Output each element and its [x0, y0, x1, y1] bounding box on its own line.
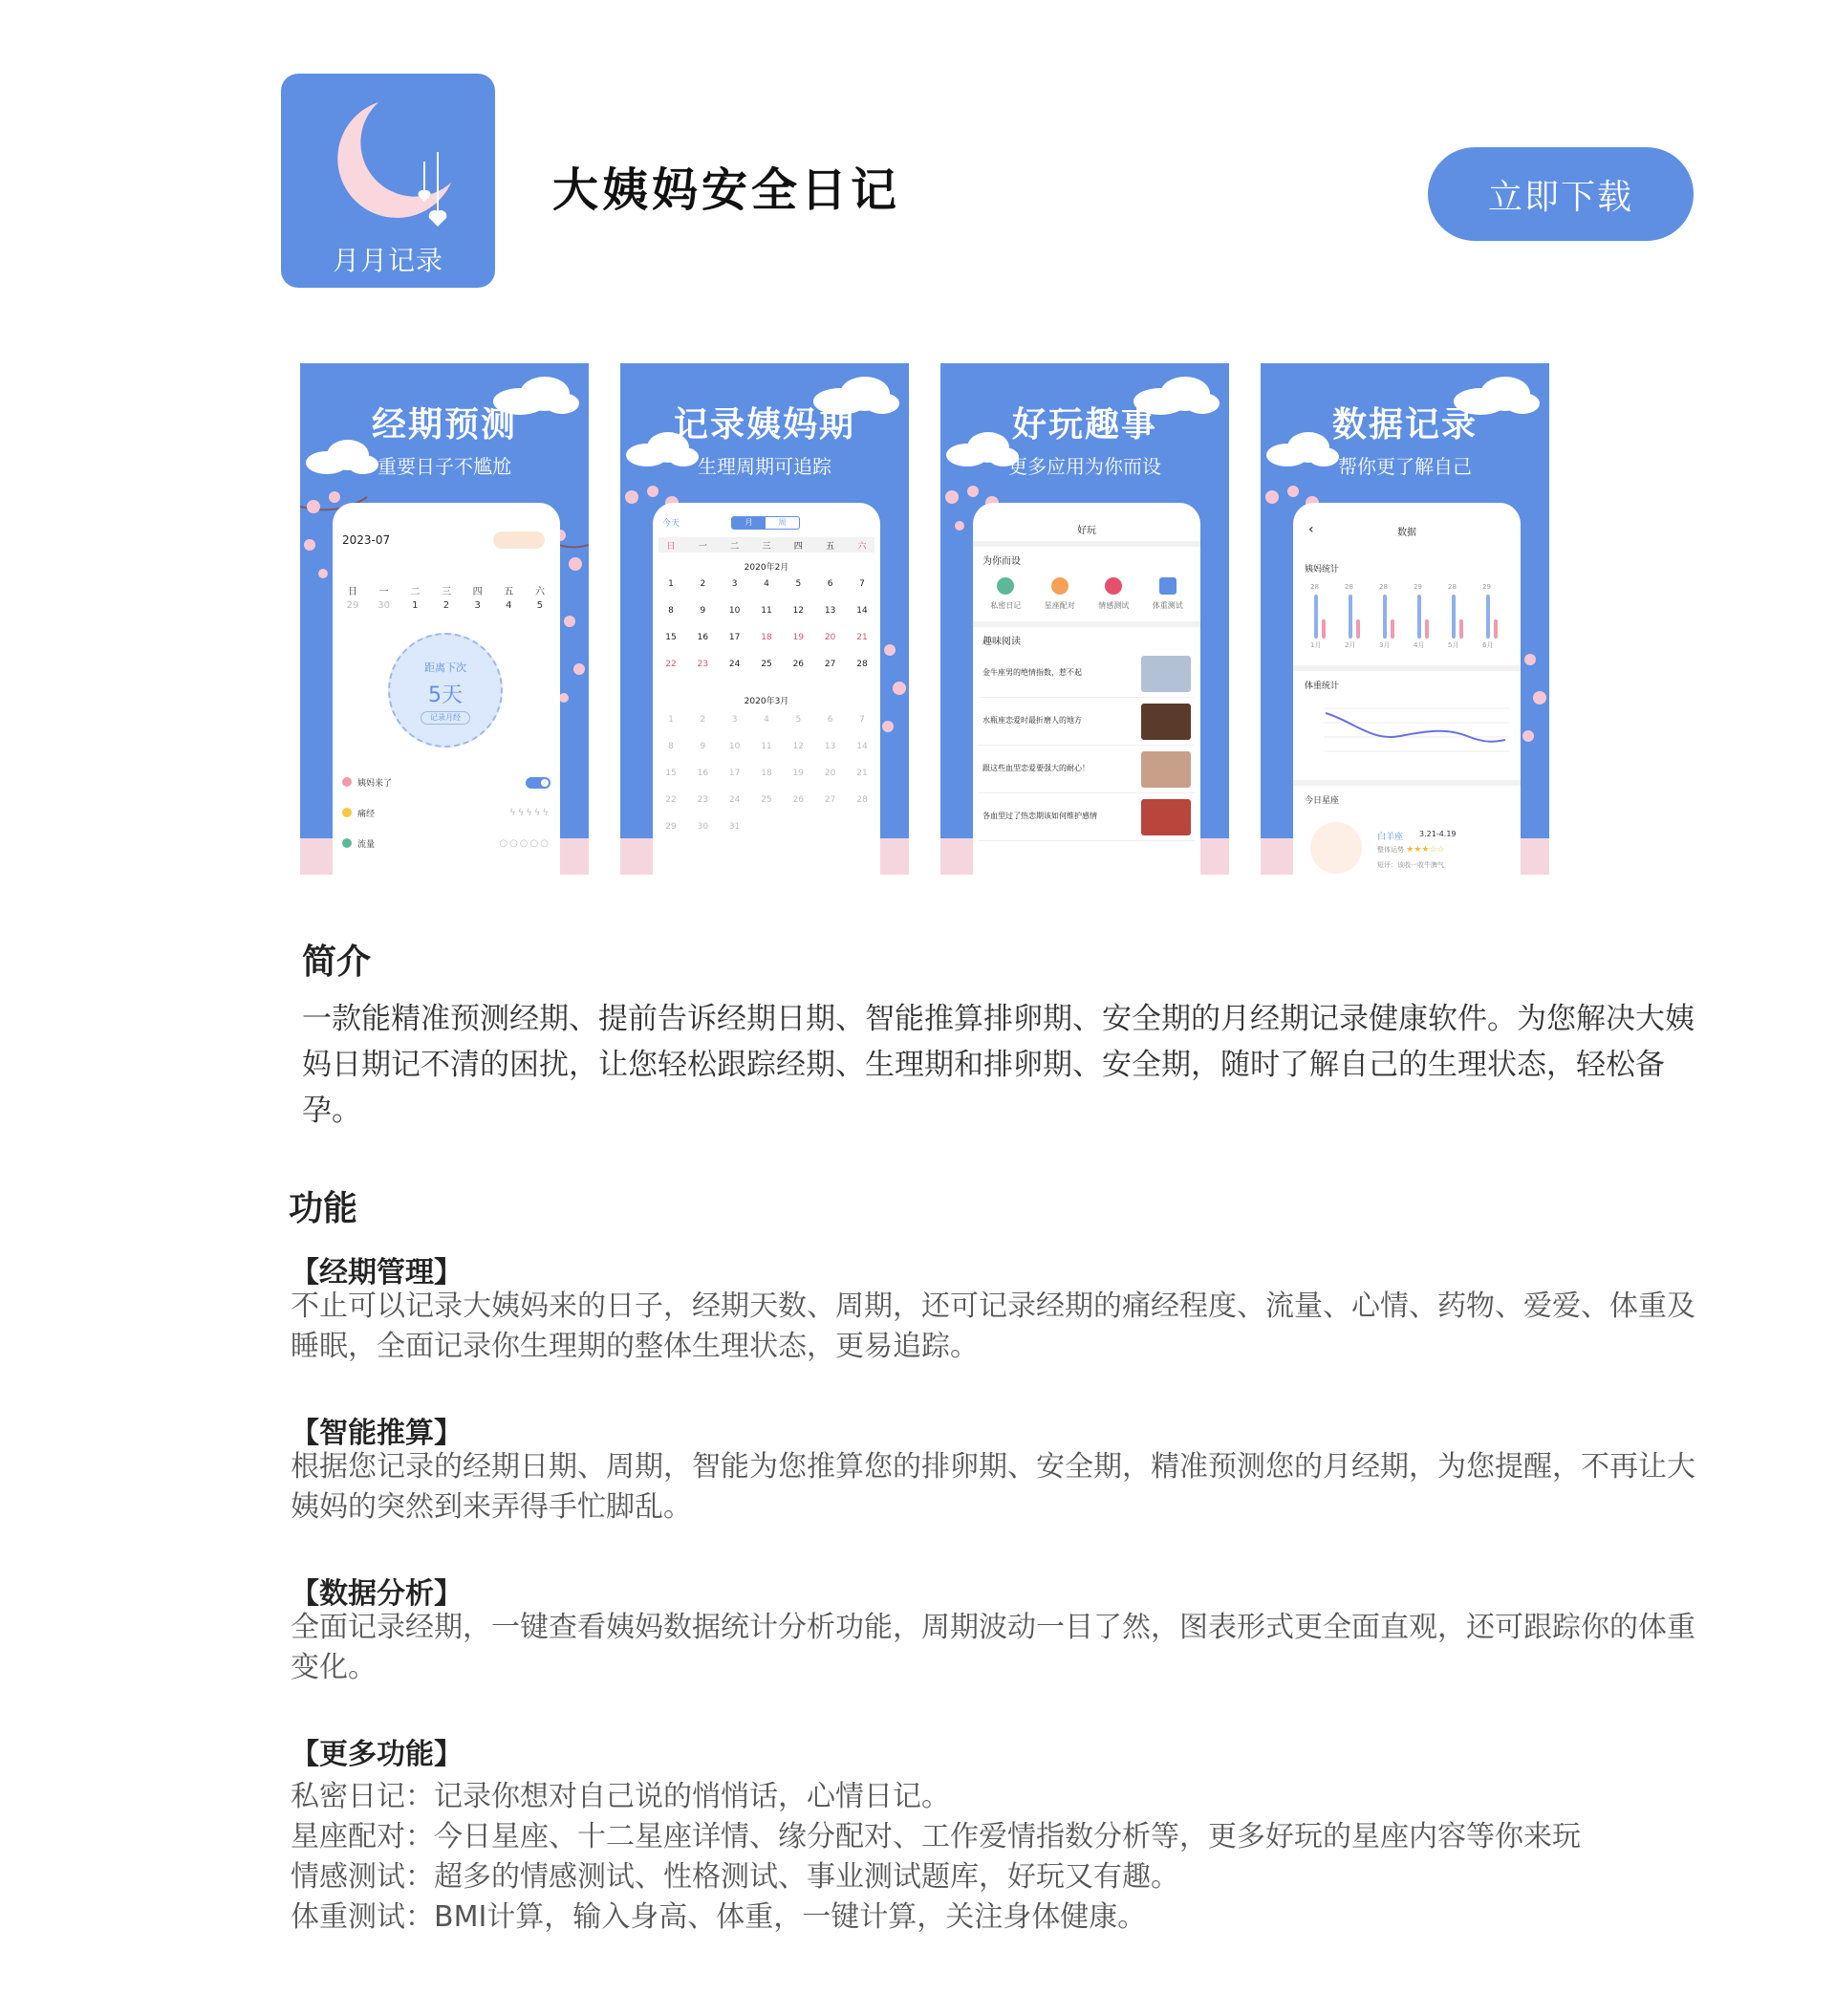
intro-heading: 简介	[302, 943, 372, 982]
more-line-emotion: 情感测试：超多的情感测试、性格测试、事业测试题库，好玩又有趣。	[291, 1860, 1179, 1894]
calendar-day[interactable]: 21	[856, 769, 868, 778]
calendar-day[interactable]: 28	[856, 660, 868, 669]
card-title: 记录姨妈期	[673, 405, 855, 444]
scale-icon	[1159, 577, 1177, 595]
star-rating: ★★★☆☆	[1406, 845, 1445, 855]
calendar-day[interactable]: 27	[824, 795, 836, 805]
calendar-week-row	[658, 715, 874, 742]
bar-value-label: 28	[1310, 583, 1319, 591]
date-row: 29 30 1 2 3 4 5	[346, 600, 544, 611]
bar-value-label: 28	[1448, 583, 1457, 591]
feature-text-smart-calculation: 根据您记录的经期日期、周期，智能为您推算您的排卵期、安全期，精准预测您的月经期，为您提醒，不再让大姨妈的突然到来弄得手忙脚乱。	[291, 1450, 1695, 1524]
calendar-week-row	[658, 633, 874, 660]
card-title: 好玩趣事	[1011, 405, 1157, 444]
calendar-day[interactable]: 20	[824, 769, 836, 778]
calendar-day[interactable]: 8	[668, 742, 674, 751]
calendar-day[interactable]: 18	[761, 633, 772, 642]
bar-value-label: 29	[1482, 583, 1491, 591]
calendar-day[interactable]: 9	[700, 742, 706, 751]
calendar-day[interactable]: 8	[668, 606, 674, 616]
month-label: 3月	[1379, 641, 1391, 649]
lightning-icon	[342, 808, 352, 817]
calendar-day[interactable]: 11	[761, 742, 772, 751]
calendar-day[interactable]: 23	[697, 660, 709, 669]
calendar-day[interactable]: 26	[792, 660, 805, 669]
month-label: 2月	[1345, 641, 1356, 649]
phone-mockup	[653, 503, 880, 875]
article-item[interactable]: 金牛座男的绝情指数，惹不起	[979, 650, 1195, 698]
bar-group	[1310, 583, 1331, 650]
zodiac-icon	[1051, 577, 1069, 595]
heart-icon	[1105, 577, 1122, 595]
calendar-day[interactable]: 3	[731, 715, 738, 725]
cycle-bar	[1314, 595, 1318, 639]
screenshot-card-period-prediction[interactable]	[300, 363, 589, 875]
calendar-week-row	[658, 579, 874, 606]
calendar-day	[786, 822, 810, 849]
calendar-day[interactable]: 14	[856, 742, 868, 751]
card-subtitle: 更多应用为你而设	[1008, 455, 1161, 478]
calendar-day[interactable]: 6	[827, 579, 833, 589]
calendar-day[interactable]: 13	[824, 606, 836, 616]
calendar-week-row	[658, 606, 874, 633]
bar-group	[1414, 583, 1435, 650]
download-button[interactable]: 立即下载	[1428, 147, 1694, 241]
screenshot-card-data-record[interactable]	[1261, 363, 1549, 875]
calendar-day[interactable]: 24	[728, 660, 741, 669]
bar-value-label: 28	[1379, 583, 1388, 591]
feature-title-more: 【更多功能】	[291, 1738, 463, 1771]
card-subtitle: 重要日子不尴尬	[378, 455, 511, 478]
calendar-day[interactable]: 1	[668, 715, 674, 725]
month-label: 4月	[1414, 641, 1425, 649]
calendar-day	[818, 822, 843, 849]
today-button[interactable]: 今天	[662, 519, 680, 529]
calendar-day[interactable]: 9	[700, 606, 706, 616]
calendar-day[interactable]: 12	[792, 742, 805, 751]
phone-mockup	[333, 503, 560, 875]
diary-icon	[997, 577, 1014, 595]
drop-icon	[342, 838, 352, 848]
phone-mockup	[1293, 503, 1521, 875]
section-title: 今日星座	[1305, 796, 1340, 806]
month-label-feb: 2020年2月	[744, 563, 789, 573]
screenshot-gallery	[300, 363, 1554, 875]
calendar-week-row	[658, 795, 874, 822]
article-thumbnail	[1141, 799, 1191, 835]
weight-line-chart	[1305, 704, 1509, 761]
calendar-day[interactable]: 17	[728, 769, 741, 778]
more-line-diary: 私密日记：记录你想对自己说的悄悄话，心情日记。	[291, 1780, 950, 1813]
month-label: 5月	[1448, 641, 1459, 649]
calendar-day[interactable]: 27	[824, 660, 836, 669]
more-line-weight: 体重测试：BMI计算，输入身高、体重，一键计算，关注身体健康。	[291, 1900, 1147, 1934]
weekday-header: 日 一 二 三 四 五 六	[658, 537, 874, 553]
countdown-label: 距离下次	[424, 661, 466, 674]
moon-icon	[329, 95, 463, 228]
feature-apps	[979, 577, 1195, 611]
zodiac-name: 白羊座	[1377, 833, 1404, 842]
calendar-day[interactable]: 29	[665, 822, 677, 832]
card-title: 经期预测	[371, 405, 517, 444]
section-title: 体重统计	[1305, 682, 1340, 691]
calendar-day[interactable]: 16	[697, 633, 709, 642]
period-toggle[interactable]	[526, 777, 550, 789]
calendar-day[interactable]: 17	[728, 633, 741, 642]
calendar-day[interactable]: 15	[665, 769, 677, 778]
calendar-day[interactable]: 12	[792, 606, 805, 616]
view-tabs	[731, 516, 800, 530]
row-flow: 流量 ○○○○○	[342, 832, 550, 855]
calendar-day[interactable]: 4	[764, 579, 769, 589]
calendar-day[interactable]: 20	[824, 633, 836, 642]
flow-levels[interactable]: ○○○○○	[499, 837, 550, 849]
feature-title-data-analysis: 【数据分析】	[291, 1577, 463, 1611]
calendar-day[interactable]: 25	[761, 795, 772, 805]
calendar-week-row	[658, 769, 874, 795]
month-label: 6月	[1482, 641, 1494, 649]
calendar-day[interactable]: 19	[792, 769, 805, 778]
calendar-day[interactable]: 18	[761, 769, 772, 778]
feature-text-data-analysis: 全面记录经期，一键查看姨妈数据统计分析功能，周期波动一目了然，图表形式更全面直观，还可跟踪你的体重变化。	[291, 1611, 1695, 1684]
article-item[interactable]: 跟这些血型恋爱要强大的耐心！	[979, 746, 1195, 793]
more-line-zodiac: 星座配对：今日星座、十二星座详情、缘分配对、工作爱情指数分析等，更多好玩的星座内容等你来玩	[291, 1820, 1581, 1853]
screen-header: 数据	[1397, 528, 1416, 538]
calendar-day[interactable]: 4	[764, 715, 769, 725]
calendar-week-row	[658, 742, 874, 769]
feature-text-period-management: 不止可以记录大姨妈来的日子，经期天数、周期，还可记录经期的痛经程度、流量、心情、药物、爱爱、体重及睡眠，全面记录你生理期的整体生理状态，更易追踪。	[291, 1290, 1695, 1363]
cycle-bar	[1349, 595, 1352, 639]
section-title: 趣味阅读	[982, 637, 1021, 647]
feature-title-period-management: 【经期管理】	[291, 1256, 463, 1290]
feature-title-smart-calculation: 【智能推算】	[291, 1417, 463, 1450]
intro-text: 一款能精准预测经期、提前告诉经期日期、智能推算排卵期、安全期的月经期记录健康软件。为您解决大姨妈日期记不清的困扰，让您轻松跟踪经期、生理期和排卵期、安全期，随时了解自己的生理状态，轻松备孕。	[302, 1002, 1695, 1128]
tab-week[interactable]: 周	[778, 518, 787, 527]
back-arrow-icon[interactable]: ‹	[1308, 522, 1314, 537]
calendar-day[interactable]: 24	[728, 795, 741, 805]
bar-group	[1448, 583, 1469, 650]
app-title: 大姨妈安全日记	[552, 163, 901, 217]
calendar-day[interactable]: 10	[728, 742, 741, 751]
period-bar	[1425, 619, 1429, 639]
cramp-levels[interactable]: ϟϟϟϟϟ	[509, 807, 550, 818]
calendar-day[interactable]: 5	[795, 579, 802, 589]
app-private-diary[interactable]: 私密日记	[981, 577, 1030, 611]
calendar-day[interactable]: 16	[697, 769, 709, 778]
article-thumbnail	[1141, 656, 1191, 692]
zodiac-range: 3.21-4.19	[1419, 830, 1457, 838]
calendar-day[interactable]: 10	[728, 606, 741, 616]
bar-group	[1482, 583, 1503, 650]
calendar-day[interactable]: 13	[824, 742, 836, 751]
row-period-started: 姨妈来了	[342, 770, 550, 793]
period-bar	[1356, 619, 1360, 639]
calendar-day[interactable]: 26	[792, 795, 805, 805]
calendar-day[interactable]: 30	[697, 822, 709, 832]
month-label: 2023-07	[342, 533, 391, 547]
flower-icon	[342, 777, 352, 787]
screen-header: 好玩	[1077, 526, 1096, 536]
article-item[interactable]: 水瓶座恋爱时最折磨人的地方	[979, 698, 1195, 746]
section-title: 为你而设	[982, 556, 1021, 567]
section-title: 姨妈统计	[1305, 565, 1340, 574]
calendar-day[interactable]: 15	[665, 633, 677, 642]
app-emotion-test[interactable]: 情感测试	[1089, 577, 1138, 611]
zodiac-avatar	[1310, 822, 1362, 874]
cycle-bar	[1417, 595, 1421, 639]
article-thumbnail	[1141, 751, 1191, 788]
month-label: 1月	[1310, 641, 1322, 649]
bar-group	[1345, 583, 1366, 650]
calendar-day[interactable]: 5	[795, 715, 802, 725]
calendar-day[interactable]: 21	[856, 633, 868, 642]
card-subtitle: 生理周期可追踪	[698, 455, 831, 478]
weekday-row: 日 一 二 三 四 五 六	[348, 587, 545, 597]
calendar-day[interactable]: 6	[827, 715, 833, 725]
phone-mockup	[973, 503, 1200, 875]
calendar-day[interactable]: 7	[859, 579, 865, 589]
calendar-day[interactable]: 2	[700, 579, 706, 589]
calendar-day[interactable]: 2	[700, 715, 706, 725]
calendar-day	[754, 822, 779, 849]
calendar-day[interactable]: 3	[731, 579, 738, 589]
calendar-day[interactable]: 19	[792, 633, 805, 642]
period-bar	[1494, 619, 1498, 639]
cycle-bar	[1383, 595, 1387, 639]
calendar-day[interactable]: 7	[859, 715, 865, 725]
calendar-day[interactable]: 22	[665, 660, 677, 669]
article-item[interactable]: 各血型过了热恋期该如何维护感情	[979, 793, 1195, 841]
screenshot-card-record-period[interactable]	[620, 363, 909, 875]
calendar-day[interactable]: 1	[668, 579, 674, 589]
cycle-bar	[1486, 595, 1490, 639]
calendar-day[interactable]: 25	[761, 660, 772, 669]
screenshot-card-fun-stuff[interactable]	[940, 363, 1229, 875]
calendar-day[interactable]: 11	[761, 606, 772, 616]
bar-value-label: 28	[1345, 583, 1353, 591]
calendar-day[interactable]: 28	[856, 795, 868, 805]
calendar-mar	[658, 715, 874, 849]
month-label-mar: 2020年3月	[744, 697, 789, 706]
article-thumbnail	[1141, 704, 1191, 740]
countdown-circle	[388, 633, 503, 748]
tab-month[interactable]: 月	[732, 517, 766, 529]
app-icon-caption: 月月记录	[332, 245, 443, 276]
countdown-value: 5天	[428, 683, 463, 707]
card-subtitle: 帮你更了解自己	[1338, 455, 1472, 478]
bar-value-label: 29	[1414, 583, 1422, 591]
cycle-bar	[1452, 595, 1456, 639]
period-bar	[1391, 619, 1394, 639]
calendar-week-row	[658, 660, 874, 686]
calendar-day[interactable]: 22	[665, 795, 677, 805]
app-zodiac-match[interactable]: 星座配对	[1035, 577, 1085, 611]
calendar-day	[850, 822, 874, 849]
calendar-day[interactable]: 14	[856, 606, 868, 616]
comment-row: 短评：该收一收牛脾气	[1377, 861, 1444, 869]
calendar-day[interactable]: 23	[697, 795, 709, 805]
period-bar-chart	[1310, 583, 1503, 650]
fortune-row: 整体运势 ★★★☆☆	[1377, 845, 1445, 855]
period-bar	[1322, 619, 1326, 639]
features-heading: 功能	[289, 1189, 358, 1228]
card-title: 数据记录	[1331, 405, 1478, 444]
bar-group	[1379, 583, 1400, 650]
app-weight-test[interactable]: 体重测试	[1143, 577, 1193, 611]
calendar-feb	[658, 579, 874, 686]
app-icon	[281, 74, 495, 288]
calendar-week-row	[658, 822, 874, 849]
record-period-button[interactable]: 记录月经	[421, 711, 470, 725]
row-cramps: 痛经 ϟϟϟϟϟ	[342, 801, 550, 824]
calendar-day[interactable]: 31	[728, 822, 741, 832]
period-bar	[1459, 619, 1463, 639]
toolbar-icons	[493, 531, 545, 549]
